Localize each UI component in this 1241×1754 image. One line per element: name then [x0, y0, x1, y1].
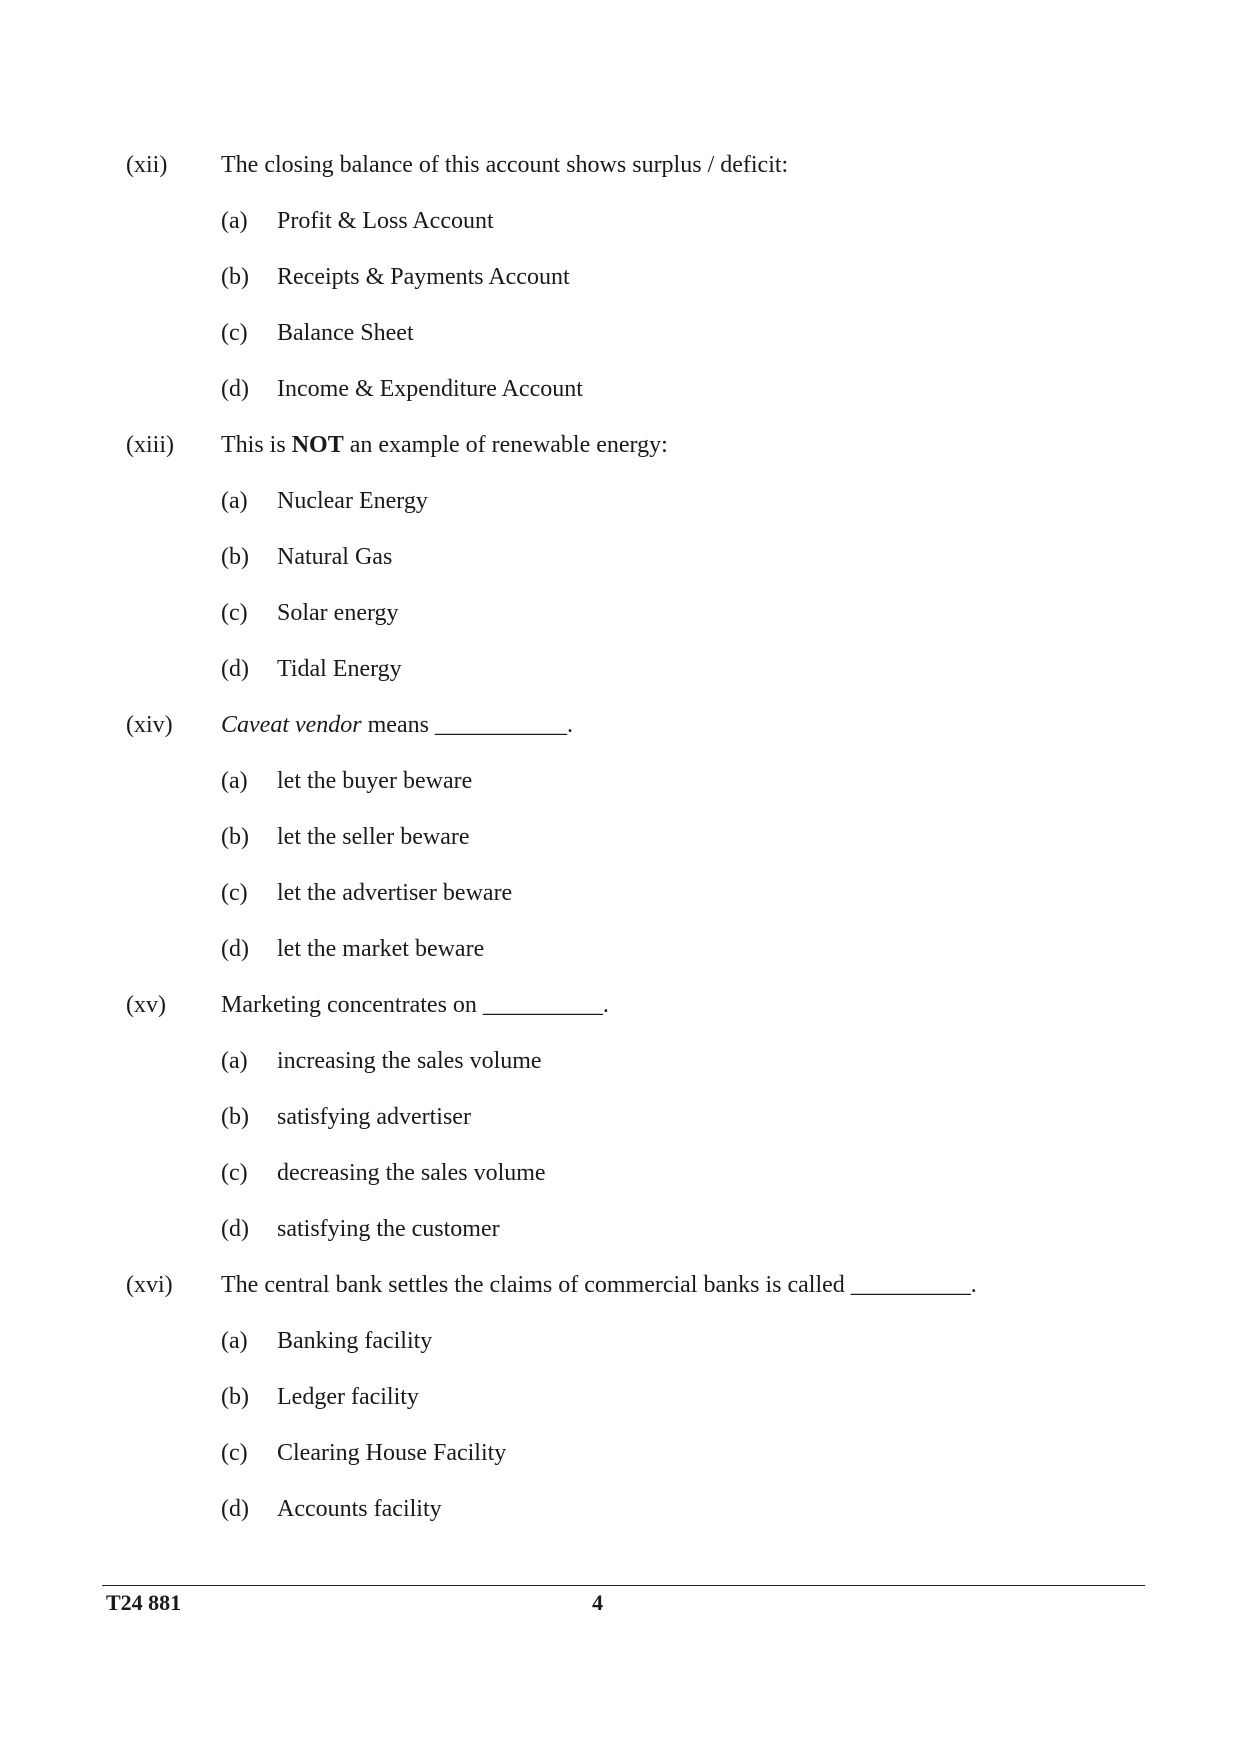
- footer-divider: [102, 1585, 1145, 1586]
- option-text: Accounts facility: [277, 1496, 442, 1522]
- option-text: Balance Sheet: [277, 320, 414, 346]
- option-text: Nuclear Energy: [277, 488, 428, 514]
- option-text: Banking facility: [277, 1328, 433, 1354]
- option-label: (b): [221, 1384, 249, 1410]
- question-number: (xii): [126, 152, 168, 178]
- option-text: Profit & Loss Account: [277, 208, 494, 234]
- question-number: (xiv): [126, 712, 173, 738]
- option-text: let the advertiser beware: [277, 880, 513, 906]
- option-label: (b): [221, 544, 249, 570]
- option-label: (c): [221, 1440, 248, 1466]
- option-text: Income & Expenditure Account: [277, 376, 583, 402]
- option-label: (b): [221, 264, 249, 290]
- option-label: (b): [221, 824, 249, 850]
- option-label: (c): [221, 320, 248, 346]
- question-number: (xv): [126, 992, 166, 1018]
- option-label: (c): [221, 600, 248, 626]
- option-text: Natural Gas: [277, 544, 393, 570]
- option-label: (c): [221, 880, 248, 906]
- option-text: let the seller beware: [277, 824, 470, 850]
- option-label: (d): [221, 936, 249, 962]
- option-label: (d): [221, 656, 249, 682]
- option-label: (d): [221, 1216, 249, 1242]
- question-text: The closing balance of this account shows surplus / deficit:: [221, 152, 789, 178]
- option-label: (d): [221, 1496, 249, 1522]
- option-label: (a): [221, 488, 248, 514]
- option-text: Receipts & Payments Account: [277, 264, 570, 290]
- question-text: The central bank settles the claims of commercial banks is called __________.: [221, 1272, 977, 1298]
- question-text: This is NOT an example of renewable energy:: [221, 432, 668, 458]
- option-label: (a): [221, 768, 248, 794]
- option-label: (a): [221, 1328, 248, 1354]
- paper-code: T24 881: [106, 1590, 182, 1615]
- question-text: Caveat vendor means ___________.: [221, 712, 573, 738]
- page-number: 4: [592, 1590, 603, 1615]
- question-number: (xvi): [126, 1272, 173, 1298]
- option-label: (a): [221, 208, 248, 234]
- option-text: satisfying the customer: [277, 1216, 500, 1242]
- option-text: decreasing the sales volume: [277, 1160, 546, 1186]
- option-text: Tidal Energy: [277, 656, 402, 682]
- question-number: (xiii): [126, 432, 174, 458]
- option-label: (d): [221, 376, 249, 402]
- option-text: increasing the sales volume: [277, 1048, 542, 1074]
- option-label: (c): [221, 1160, 248, 1186]
- option-label: (a): [221, 1048, 248, 1074]
- option-label: (b): [221, 1104, 249, 1130]
- option-text: let the buyer beware: [277, 768, 473, 794]
- question-text: Marketing concentrates on __________.: [221, 992, 609, 1018]
- option-text: Ledger facility: [277, 1384, 419, 1410]
- option-text: let the market beware: [277, 936, 485, 962]
- option-text: satisfying advertiser: [277, 1104, 471, 1130]
- option-text: Solar energy: [277, 600, 399, 626]
- option-text: Clearing House Facility: [277, 1440, 507, 1466]
